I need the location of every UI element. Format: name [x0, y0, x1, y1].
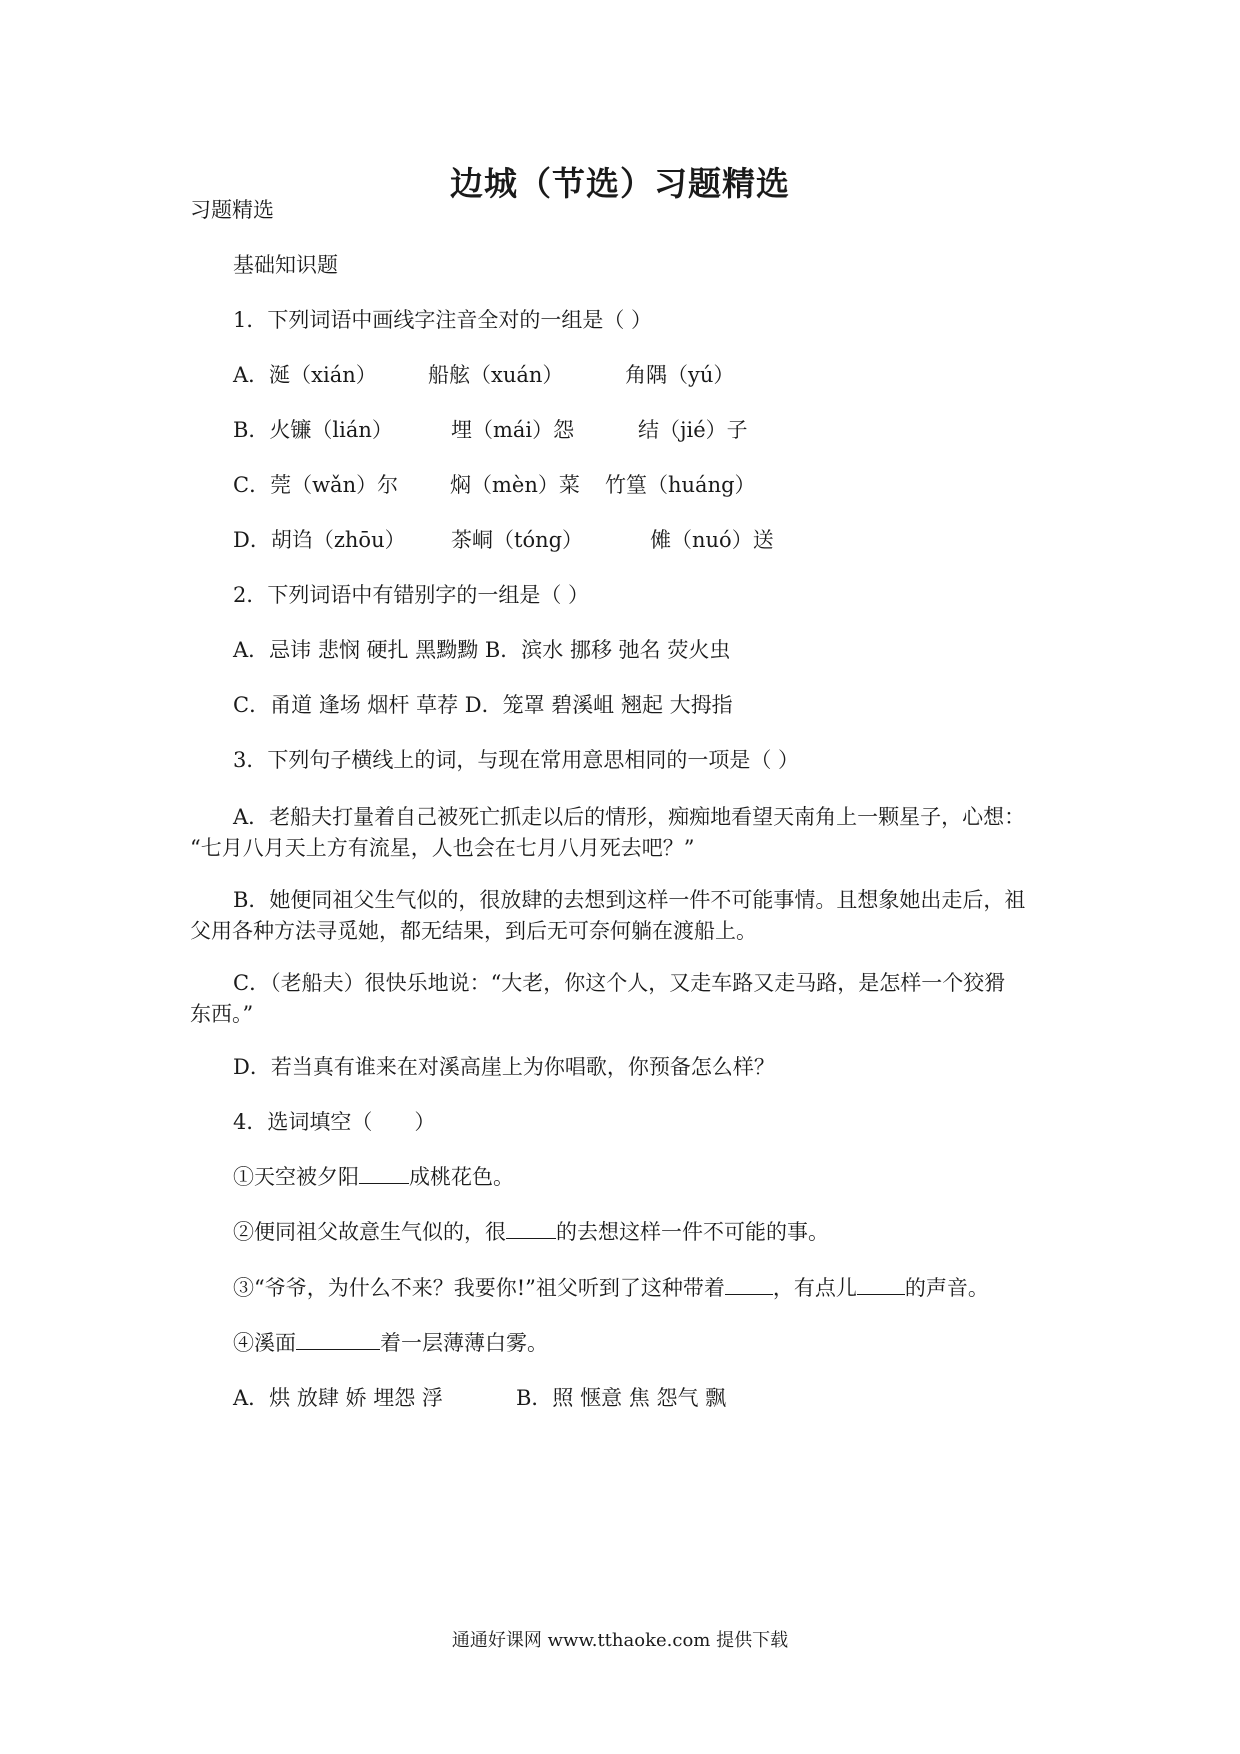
q1-d-item-2: 茶峒（tóng） — [451, 528, 584, 552]
q4-s3-part2: ，有点儿 — [772, 1276, 857, 1300]
subsection-heading: 基础知识题 — [233, 253, 338, 277]
q2-options-cd: C．甬道 逢场 烟杆 草荐 D．笼罩 碧溪岨 翘起 大拇指 — [233, 693, 733, 717]
q1-c-item-1: C．莞（wǎn）尔 — [233, 473, 399, 497]
q3-stem: 3．下列句子横线上的词，与现在常用意思相同的一项是（ ） — [233, 748, 800, 772]
q1-option-d — [233, 524, 774, 556]
q4-s3-part1: ③“爷爷，为什么不来？我要你!”祖父听到了这种带着 — [233, 1276, 725, 1300]
q4-s1-before: ①天空被夕阳 — [233, 1165, 359, 1189]
q1-d-item-1: D．胡诌（zhōu） — [233, 528, 406, 552]
q4-s3-part3: 的声音。 — [904, 1276, 989, 1300]
page-footer: 通通好课网 www.tthaoke.com 提供下载 — [451, 1630, 789, 1651]
fill-blank[interactable] — [359, 1163, 409, 1184]
q1-d-item-3: 傩（nuó）送 — [650, 528, 774, 552]
q4-option-b: B．照 惬意 焦 怨气 飘 — [516, 1386, 727, 1410]
q4-s2-after: 的去想这样一件不可能的事。 — [556, 1220, 829, 1244]
section-heading: 习题精选 — [190, 198, 274, 222]
q3-option-a-line1: A．老船夫打量着自己被死亡抓走以后的情形，痴痴地看望天南角上一颗星子，心想： — [233, 805, 1026, 829]
q3-option-c-line1: C．（老船夫）很快乐地说：“大老，你这个人，又走车路又走马路，是怎样一个狡猾 — [233, 971, 1006, 995]
q4-options — [233, 1382, 726, 1414]
q4-s1-after: 成桃花色。 — [409, 1165, 514, 1189]
q1-a-item-2: 船舷（xuán） — [428, 363, 564, 387]
q1-option-b — [233, 414, 748, 446]
fill-blank[interactable] — [296, 1329, 380, 1350]
q3-option-d: D．若当真有谁来在对溪高崖上为你唱歌，你预备怎么样？ — [233, 1055, 775, 1079]
q1-c-item-2: 焖（mèn）菜 — [450, 473, 580, 497]
q1-option-a — [233, 359, 734, 391]
q1-option-c — [233, 469, 756, 501]
fill-blank[interactable] — [725, 1274, 773, 1295]
fill-blank[interactable] — [857, 1274, 905, 1295]
q3-option-c-line2: 东西。” — [190, 1002, 254, 1026]
q4-s4-before: ④溪面 — [233, 1331, 296, 1355]
q3-option-a-line2: “七月八月天上方有流星，人也会在七月八月死去吧？” — [190, 836, 695, 860]
q4-sentence-4 — [233, 1327, 548, 1359]
q2-stem: 2．下列词语中有错别字的一组是（ ） — [233, 583, 590, 607]
q4-option-a: A．烘 放肆 娇 埋怨 浮 — [233, 1386, 443, 1410]
q1-b-item-2: 埋（mái）怨 — [451, 418, 575, 442]
q1-stem: 1．下列词语中画线字注音全对的一组是（ ） — [233, 308, 653, 332]
fill-blank[interactable] — [506, 1218, 556, 1239]
page-title: 边城（节选）习题精选 — [450, 164, 790, 203]
q1-a-item-1: A．涎（xián） — [233, 363, 377, 387]
q3-option-b-line2: 父用各种方法寻觅她，都无结果，到后无可奈何躺在渡船上。 — [190, 919, 757, 943]
q3-option-b-line1: B．她便同祖父生气似的，很放肆的去想到这样一件不可能事情。且想象她出走后，祖 — [233, 888, 1026, 912]
q4-sentence-1 — [233, 1161, 514, 1193]
q4-s2-before: ②便同祖父故意生气似的，很 — [233, 1220, 506, 1244]
q1-b-item-1: B．火镰（lián） — [233, 418, 393, 442]
q4-stem: 4．选词填空（ ） — [233, 1110, 436, 1134]
q4-sentence-3 — [233, 1272, 989, 1304]
q1-c-item-3: 竹篁（huáng） — [605, 473, 756, 497]
q4-s4-after: 着一层薄薄白雾。 — [380, 1331, 548, 1355]
q4-sentence-2 — [233, 1216, 829, 1248]
q2-options-ab: A．忌讳 悲悯 硬扎 黑黝黝 B．滨水 挪移 弛名 荧火虫 — [233, 638, 731, 662]
q1-a-item-3: 角隅（yú） — [625, 363, 735, 387]
q1-b-item-3: 结（jié）子 — [638, 418, 748, 442]
